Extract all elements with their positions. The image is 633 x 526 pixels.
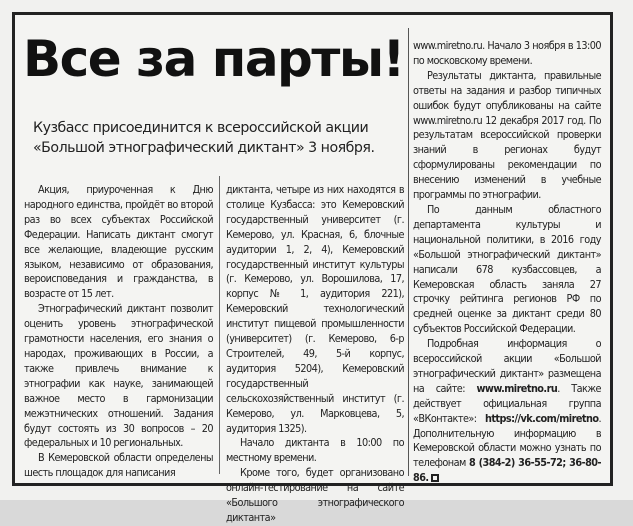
paragraph: Начало диктанта в 10:00 по местному времени. [226, 436, 404, 465]
paragraph: Этнографический диктант позволит оценить уровень этнографической грамотности населения, его знания о народах, проживающих в России, а также привлечь внимание к этнографии как науке, занимающей важное место в гармонизации межэтнических отношений. Задания будут состоять из 30 вопросов – 20 федеральных и 10 региональных. [24, 302, 213, 450]
paragraph: www.miretno.ru. Начало 3 ноября в 13:00 по московскому времени. [413, 39, 601, 67]
paragraph: Кроме того, будет организовано онлайн-тестирование на сайте «Большого этнографического диктанта» [226, 466, 404, 524]
paragraph: диктанта, четыре из них находятся в столице Кузбасса: это Кемеровский государственный университет (г. Кемерово, ул. Красная, 6, блочные аудитории 1, 2, 4), Кемеровский государственный институт культуры (г. Кемерово, ул. Ворошилова, 17, корпус № 1, аудитория 221), Кемеровский технологический институт пищевой промышленности (университет) (г. Кемерово, 6-р Строителей, 49, 5-й корпус, аудитория 5204), Кемеровский государственный сельскохозяйственный институт (г. Кемерово, ул. Марковцева, 5, аудитория 1325). [226, 183, 404, 435]
article-title: Все за парты! [23, 30, 404, 88]
paragraph: Результаты диктанта, правильные ответы на задания и разбор типичных ошибок будут опубликованы на сайте www.miretno.ru 12 декабря 2017 год. По результатам всероссийской проверки знаний в регионах будут сформулированы рекомендации по внесению изменений в учебные программы по этнографии. [413, 68, 601, 202]
article-column-2 [226, 183, 404, 526]
site-link[interactable]: www.miretno.ru [476, 381, 558, 395]
phone-numbers: 8 (384-2) 36-55-72; 36-80-86. [413, 456, 601, 485]
column-divider-right [408, 28, 409, 476]
contact-text: . Также действует официальная группа «ВКонтакте»: [413, 381, 601, 425]
paragraph: В Кемеровской области определены шесть площадок для написания [24, 451, 213, 480]
end-of-article-icon [431, 474, 439, 482]
vk-link[interactable]: https://vk.com/miretno [484, 411, 599, 425]
contact-text: Подробная информация о всероссийской акции «Большой этнографический диктант» размещена на сайте: [413, 337, 601, 395]
contact-paragraph [413, 337, 601, 486]
article-column-1 [24, 183, 213, 481]
contact-text: . Дополнительную информацию в Кемеровской области можно узнать по телефонам [413, 411, 601, 470]
paragraph: Акция, приуроченная к Дню народного единства, пройдёт во второй раз во всех субъектах Российской Федерации. Написать диктант смогут все желающие, владеющие русским языком, независимо от образования, вероисповедания и гражданства, в возрасте от 15 лет. [24, 183, 213, 301]
article-subtitle: Кузбасс присоединится к всероссийской акции «Большой этнографический диктант» 3 ноября. [33, 120, 375, 156]
paragraph: По данным областного департамента культуры и национальной политики, в 2016 году «Большой этнографический диктант» написали 678 кузбассовцев, а Кемеровская область заняла 27 строчку рейтинга регионов РФ по средней оценке за диктант среди 80 субъектов Российской Федерации. [413, 202, 601, 336]
article-column-3 [413, 39, 601, 486]
column-divider-left [219, 176, 220, 474]
